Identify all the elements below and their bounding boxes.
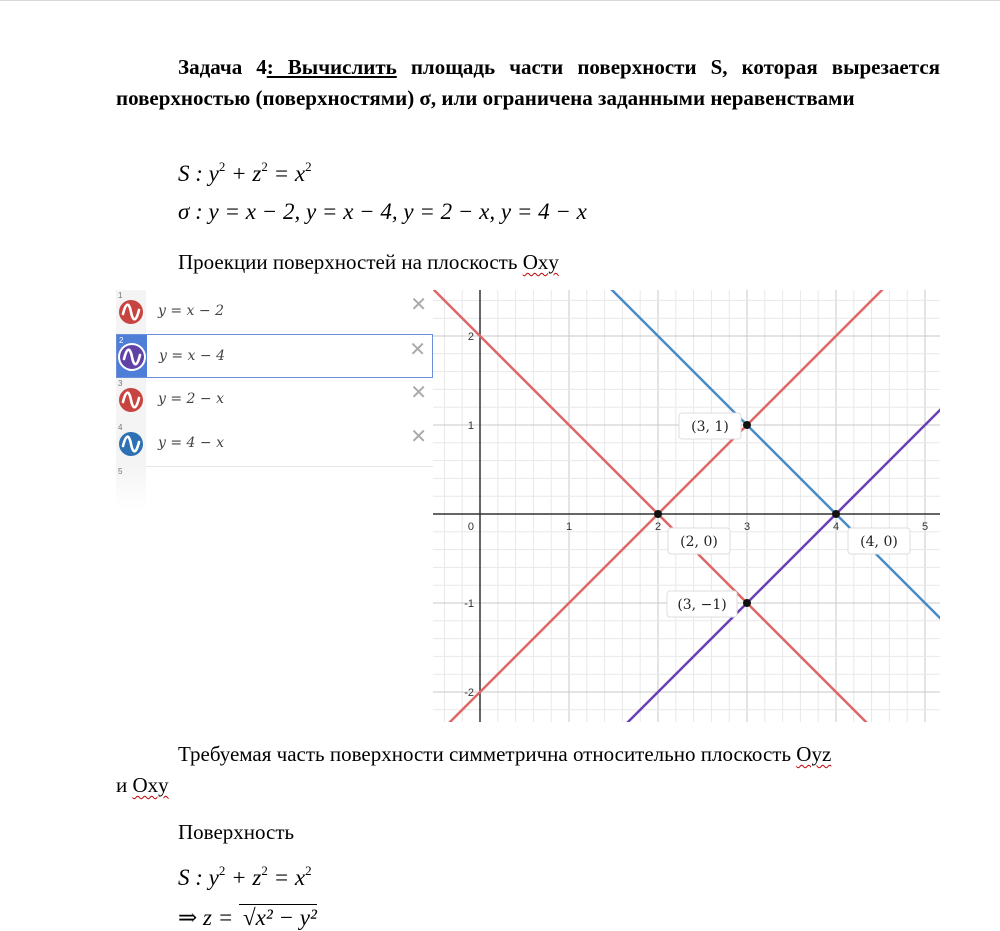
surface-label: Поверхность	[178, 820, 295, 844]
projection-text: Проекции поверхностей на плоскость Oxy	[178, 250, 559, 274]
task-text: площадь части поверхности S, которая вырезается поверхностью (поверхностями) σ, или ограничена заданными неравенствами	[116, 55, 941, 110]
expression-text[interactable]: y = 4 − x	[158, 435, 224, 451]
intersection-point	[654, 510, 662, 518]
expression-row[interactable]: 4 y = 4 − x ✕	[116, 422, 433, 467]
delete-icon[interactable]: ✕	[410, 380, 427, 404]
y-tick-label: -1	[464, 598, 474, 610]
y-tick-label: -2	[464, 687, 474, 699]
y-tick-label: 2	[467, 331, 474, 343]
graph-toggle-icon[interactable]	[119, 300, 143, 324]
expression-row[interactable]: 3 y = 2 − x ✕	[116, 378, 433, 423]
graph-toggle-icon[interactable]	[119, 432, 143, 456]
point-label: (3, −1)	[677, 597, 727, 613]
intersection-point	[832, 510, 840, 518]
x-tick-label: 5	[921, 521, 929, 533]
series-line	[433, 290, 940, 722]
surface-equation-2: S : $y^2 + z^2 = x^2$	[178, 863, 312, 890]
series-line	[433, 290, 940, 722]
expression-row[interactable]: 1 y = x − 2 ✕	[116, 290, 433, 335]
desmos-expression-list	[116, 290, 433, 510]
x-tick-label: 3	[743, 521, 751, 533]
series-line	[433, 290, 940, 701]
graph-canvas[interactable]	[433, 290, 940, 722]
x-tick-label: 1	[565, 521, 573, 533]
expression-text[interactable]: y = x − 4	[159, 348, 225, 364]
sigma-equations: σ : y = x − 2, y = x − 4, y = 2 − x, y = 4 − x	[178, 199, 587, 224]
desmos-graph[interactable]	[433, 290, 940, 722]
graph-toggle-icon[interactable]	[119, 388, 143, 412]
delete-icon[interactable]: ✕	[410, 292, 427, 316]
x-tick-label: 2	[654, 521, 662, 533]
z-expression: ⇒ z = √x² − y²	[178, 905, 317, 930]
surface-equation: S : $y^2 + z^2 = x^2$	[178, 159, 312, 186]
symmetry-text-cont: и Oxy	[116, 773, 169, 797]
empty-expression-row[interactable]: 5	[116, 466, 146, 510]
task-title: : Вычислить	[266, 55, 397, 79]
graph-toggle-icon[interactable]	[120, 345, 144, 369]
delete-icon[interactable]: ✕	[410, 424, 427, 448]
point-label: (2, 0)	[680, 534, 718, 550]
expression-text[interactable]: y = 2 − x	[158, 391, 224, 407]
x-tick-label: 0	[467, 521, 474, 533]
delete-icon[interactable]: ✕	[409, 337, 426, 361]
x-tick-label: 4	[832, 521, 840, 533]
y-tick-label: 1	[467, 420, 474, 432]
symmetry-text: Требуемая часть поверхности симметрична относительно плоскость Oyz	[178, 742, 832, 766]
point-label: (3, 1)	[691, 419, 729, 435]
page-top-border	[0, 0, 1000, 1]
task-statement	[116, 52, 940, 114]
expression-row-active[interactable]: 2 y = x − 4 ✕	[116, 334, 433, 378]
intersection-point	[743, 421, 751, 429]
expression-text[interactable]: y = x − 2	[158, 303, 224, 319]
point-label: (4, 0)	[860, 534, 898, 550]
intersection-point	[743, 599, 751, 607]
task-label: Задача 4	[178, 55, 267, 79]
